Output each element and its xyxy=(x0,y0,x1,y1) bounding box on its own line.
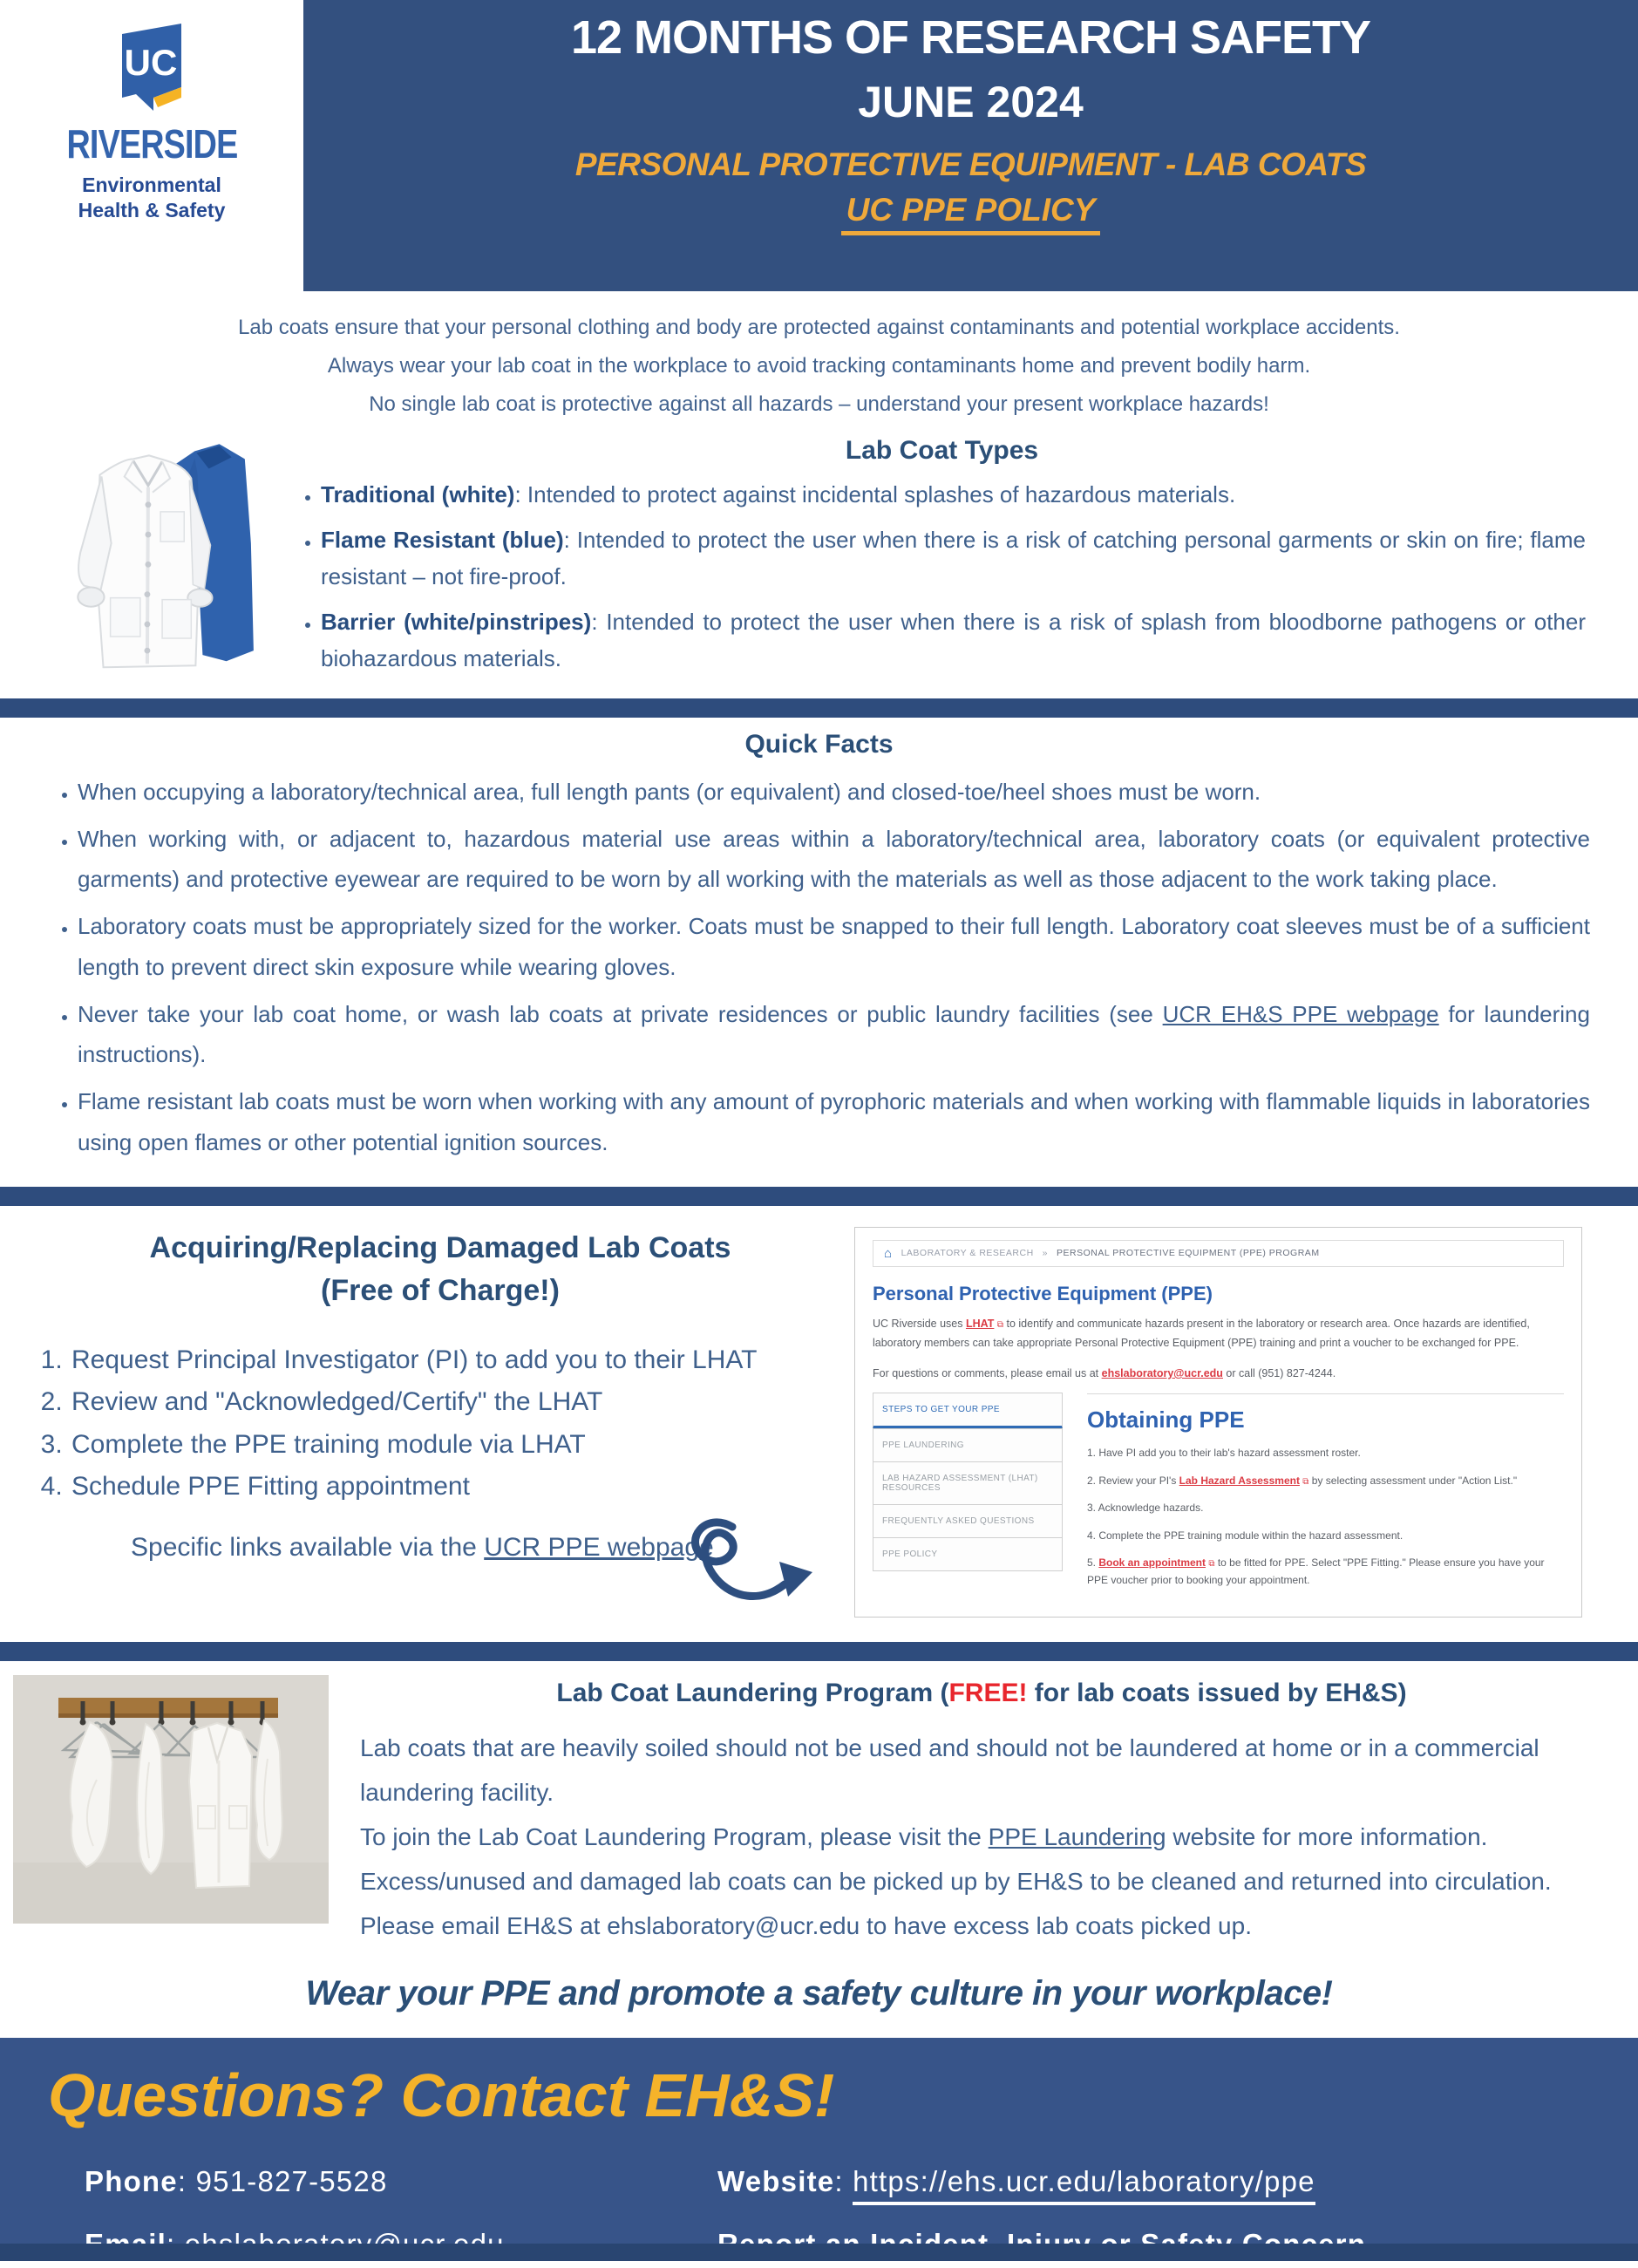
email-link: ehslaboratory@ucr.edu xyxy=(1101,1366,1223,1379)
intro-line: Always wear your lab coat in the workplace to avoid tracking contaminants home and prevent bodily harm. xyxy=(327,354,1311,378)
intro-paragraph xyxy=(0,309,1638,424)
section-divider xyxy=(0,698,1638,718)
lhat-link: LHAT xyxy=(965,1317,995,1330)
obtaining-step: 5. Book an appointment ⧉ to be fitted for PPE. Select "PPE Fitting." Please ensure you have your PPE voucher prior to booking your appointment. xyxy=(1087,1556,1545,1587)
breadcrumb: ⌂ LABORATORY & RESEARCH » PERSONAL PROTECTIVE EQUIPMENT (PPE) PROGRAM xyxy=(873,1240,1564,1267)
screenshot-paragraph: For questions or comments, please email us at ehslaboratory@ucr.edu or call (951) 827-4244. xyxy=(873,1366,1336,1379)
acquiring-section xyxy=(0,1206,1638,1642)
lab-coat-types-heading: Lab Coat Types xyxy=(845,436,1039,465)
hanging-lab-coats-photo xyxy=(13,1675,329,1924)
specific-links-note: Specific links available via the UCR PPE webpage xyxy=(131,1532,714,1562)
obtaining-step: 4. Complete the PPE training module within the hazard assessment. xyxy=(1087,1529,1404,1542)
list-item: • Laboratory coats must be appropriately sized for the worker. Coats must be snapped to their full length. Laboratory coat sleeves must be of a sufficient length to prevent direct skin exposure while wearing gloves. xyxy=(78,906,1590,987)
book-appointment-link: Book an appointment xyxy=(1098,1556,1206,1569)
quick-facts-section xyxy=(0,718,1638,1187)
curved-arrow-icon xyxy=(671,1509,819,1631)
section-divider xyxy=(0,1642,1638,1661)
obtaining-step: 1. Have PI add you to their lab's hazard assessment roster. xyxy=(1087,1447,1361,1460)
footer xyxy=(0,2038,1638,2261)
list-item: 4. Schedule PPE Fitting appointment xyxy=(70,1466,854,1509)
obtaining-step: 3. Acknowledge hazards. xyxy=(1087,1502,1204,1515)
external-link-icon: ⧉ xyxy=(1302,1476,1309,1487)
list-item: • When occupying a laboratory/technical area, full length pants (or equivalent) and closed-toe/heel shoes must be worn. xyxy=(78,772,1590,812)
list-item: 3. Complete the PPE training module via LHAT xyxy=(70,1424,854,1467)
laundering-heading: Lab Coat Laundering Program (FREE! for lab coats issued by EH&S) xyxy=(556,1678,1407,1707)
sidebar-item-faq: FREQUENTLY ASKED QUESTIONS xyxy=(873,1504,1063,1538)
screenshot-sidebar xyxy=(873,1393,1063,1598)
header xyxy=(0,0,1638,291)
laundering-paragraph: Excess/unused and damaged lab coats can be picked up by EH&S to be cleaned and returned into circulation. Please email EH&S at ehslaboratory@ucr.edu to have excess lab coats picked up. xyxy=(360,1867,1552,1939)
footer-bottom-strip xyxy=(0,2244,1638,2261)
website-link[interactable]: https://ehs.ucr.edu/laboratory/ppe xyxy=(853,2165,1315,2205)
logo-riverside-text: RIVERSIDE xyxy=(66,121,237,167)
phone-number: 951-827-5528 xyxy=(195,2164,388,2197)
list-item: • Traditional (white): Intended to protect against incidental splashes of hazardous materials. xyxy=(321,476,1586,513)
home-icon: ⌂ xyxy=(884,1245,893,1261)
sidebar-item-laundering: PPE LAUNDERING xyxy=(873,1428,1063,1462)
quick-facts-heading: Quick Facts xyxy=(744,729,894,759)
acquiring-heading: Acquiring/Replacing Damaged Lab Coats (Free of Charge!) xyxy=(149,1230,731,1308)
footer-heading: Questions? Contact EH&S! xyxy=(48,2060,835,2129)
sidebar-item-steps: STEPS TO GET YOUR PPE xyxy=(873,1393,1063,1429)
obtaining-step: 2. Review your PI's Lab Hazard Assessment ⧉ by selecting assessment under "Action List." xyxy=(1087,1474,1518,1487)
website-row: Website: https://ehs.ucr.edu/laboratory/ppe xyxy=(717,2165,1638,2198)
list-item: • Never take your lab coat home, or wash lab coats at private residences or public laundry facilities (see UCR EH&S PPE webpage for laundering instructions). xyxy=(78,994,1590,1075)
lab-hazard-assessment-link: Lab Hazard Assessment xyxy=(1179,1474,1300,1487)
uc-shield-logo-icon xyxy=(110,21,194,113)
page-subtitle-month: JUNE 2024 xyxy=(858,78,1084,126)
sidebar-item-ppe-policy: PPE POLICY xyxy=(873,1537,1063,1571)
lab-coat-types-list xyxy=(298,476,1586,678)
laundering-section xyxy=(0,1661,1638,1948)
section-divider xyxy=(0,1187,1638,1206)
laundering-paragraph: To join the Lab Coat Laundering Program, please visit the PPE Laundering website for more information. xyxy=(360,1822,1488,1850)
laundering-paragraph: Lab coats that are heavily soiled should not be used and should not be laundered at home or in a commercial laundering facility. xyxy=(360,1733,1539,1806)
lab-coat-types-section xyxy=(0,427,1638,686)
ehs-ppe-webpage-link[interactable]: UCR EH&S PPE webpage xyxy=(1162,1000,1439,1027)
breadcrumb-separator: » xyxy=(1042,1248,1049,1259)
list-item: • Flame Resistant (blue): Intended to protect the user when there is a risk of catching personal garments or skin on fire; flame resistant – not fire-proof. xyxy=(321,521,1586,595)
topic-subtitle: PERSONAL PROTECTIVE EQUIPMENT - LAB COATS xyxy=(574,146,1367,182)
ppe-webpage-screenshot xyxy=(854,1227,1582,1618)
obtaining-ppe-heading: Obtaining PPE xyxy=(1087,1406,1245,1434)
external-link-icon: ⧉ xyxy=(1208,1559,1215,1569)
lab-coats-photo xyxy=(45,427,265,686)
external-link-icon: ⧉ xyxy=(996,1319,1004,1330)
ucr-ppe-webpage-link[interactable]: UCR PPE webpage xyxy=(484,1532,714,1562)
logo-department-text: Environmental Health & Safety xyxy=(78,174,226,221)
screenshot-page-title: Personal Protective Equipment (PPE) xyxy=(873,1282,1213,1304)
uc-shield-text: UC xyxy=(124,42,178,83)
list-item: • Barrier (white/pinstripes): Intended to protect the user when there is a risk of splash from bloodborne pathogens or other biohazardous materials. xyxy=(321,603,1586,677)
ppe-laundering-link[interactable]: PPE Laundering xyxy=(988,1822,1166,1850)
page-title: 12 MONTHS OF RESEARCH SAFETY xyxy=(570,11,1371,64)
list-item: 2. Review and "Acknowledged/Certify" the LHAT xyxy=(70,1381,854,1424)
phone-row: Phone: 951-827-5528 xyxy=(85,2164,388,2197)
logo-block xyxy=(0,0,303,291)
quick-facts-list xyxy=(48,772,1590,1162)
list-item: 1. Request Principal Investigator (PI) to add you to their LHAT xyxy=(70,1339,854,1382)
list-item: • When working with, or adjacent to, hazardous material use areas within a laboratory/technical area, laboratory coats (or equivalent protective garments) and protective eyewear are required to be worn by all working with the materials as well as those adjacent to the work taking place. xyxy=(78,819,1590,900)
free-badge-text: FREE! xyxy=(948,1678,1028,1707)
intro-line: Lab coats ensure that your personal clothing and body are protected against contaminants and potential workplace accidents. xyxy=(238,316,1400,339)
screenshot-main xyxy=(1087,1393,1564,1598)
acquiring-steps-list xyxy=(42,1339,854,1509)
safety-tagline: Wear your PPE and promote a safety culture in your workplace! xyxy=(305,1973,1333,2013)
screenshot-paragraph: UC Riverside uses LHAT ⧉ to identify and communicate hazards present in the laboratory or research area. Once hazards are identified, laboratory members can take appropriate Personal Protective Equipment (PPE) training and print a voucher to be exchanged for PPE. xyxy=(873,1317,1530,1350)
intro-line: No single lab coat is protective against all hazards – understand your present workplace hazards! xyxy=(369,392,1269,416)
header-banner xyxy=(303,0,1638,291)
list-item: • Flame resistant lab coats must be worn when working with any amount of pyrophoric materials and when working with flammable liquids in laboratories using open flames or other potential ignition sources. xyxy=(78,1081,1590,1162)
uc-ppe-policy-link[interactable]: UC PPE POLICY xyxy=(841,192,1101,235)
sidebar-item-lhat-resources: LAB HAZARD ASSESSMENT (LHAT) RESOURCES xyxy=(873,1461,1063,1505)
